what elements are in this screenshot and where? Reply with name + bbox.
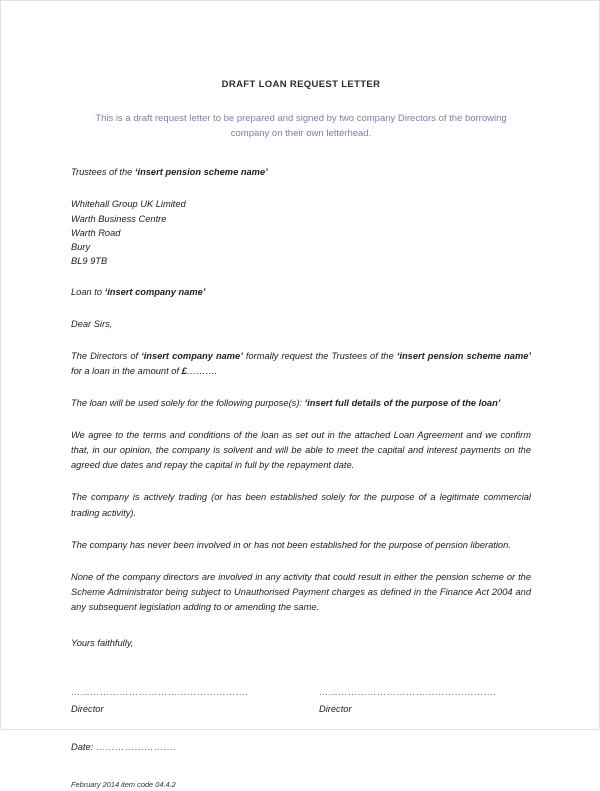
signature-row bbox=[71, 687, 531, 755]
paragraph-directors: None of the company directors are involved in any activity that could result in either the pension scheme or the Scheme Administrator being subject to Unauthorised Payment charges as defined in the Finance Act 2004 and any subsequent legislation adding to or amending the same. bbox=[71, 571, 531, 612]
paragraph-liberation: The company has never been involved in or has not been established for the purpose of pension liberation. bbox=[71, 539, 511, 550]
request-text-3: for a loan in the amount of bbox=[71, 366, 182, 377]
address-block bbox=[71, 197, 531, 268]
document-body bbox=[71, 165, 531, 791]
address-line: Warth Road bbox=[71, 227, 121, 238]
trustees-line bbox=[71, 165, 531, 180]
request-text-2: formally request the Trustees of the bbox=[242, 351, 397, 362]
document-sheet bbox=[71, 1, 531, 791]
footer-item-code: February 2014 item code 04.4.2 bbox=[71, 780, 176, 790]
paragraph-agreement: We agree to the terms and conditions of the loan as set out in the attached Loan Agreement and we confirm that, in our opinion, the company is solvent and will be able to meet the capital and interest payments on the agreed due dates and repay the capital in full by the repayment date. bbox=[71, 430, 531, 471]
signature-column-right bbox=[301, 687, 531, 755]
spacer bbox=[71, 473, 531, 490]
paragraph-request bbox=[71, 349, 531, 379]
date-label: Date: bbox=[71, 742, 96, 753]
paragraph-trading: The company is actively trading (or has been established solely for the purpose of a legitimate commercial trading activity). bbox=[71, 492, 531, 518]
purpose-text: The loan will be used solely for the following purpose(s): bbox=[71, 398, 305, 409]
date-dots: ……………………. bbox=[95, 742, 177, 753]
address-line: Bury bbox=[71, 241, 91, 252]
request-text-1: The Directors of bbox=[71, 351, 142, 362]
spacer bbox=[71, 180, 531, 197]
company-name-placeholder: ‘insert company name’ bbox=[104, 287, 206, 298]
spacer bbox=[71, 521, 531, 538]
loan-amount-placeholder: £ bbox=[181, 366, 187, 377]
spacer bbox=[71, 268, 531, 285]
salutation: Dear Sirs, bbox=[71, 319, 113, 330]
signature-column-left bbox=[71, 687, 301, 755]
address-line: BL9 9TB bbox=[71, 255, 108, 266]
paragraph-purpose bbox=[71, 396, 531, 411]
page-title: DRAFT LOAN REQUEST LETTER bbox=[221, 79, 381, 90]
spacer bbox=[71, 411, 531, 428]
loan-purpose-placeholder: ‘insert full details of the purpose of the loan’ bbox=[304, 398, 501, 409]
spacer bbox=[71, 332, 531, 349]
spacer bbox=[71, 615, 531, 636]
subject-line bbox=[71, 285, 531, 300]
signature-line-right[interactable]: ………………………………………………. bbox=[319, 686, 497, 697]
document-instruction-note: This is a draft request letter to be prepared and signed by two company Directors of the borrowing company on their own letterhead. bbox=[95, 113, 507, 139]
address-line: Whitehall Group UK Limited bbox=[71, 199, 186, 210]
address-line: Warth Business Centre bbox=[71, 213, 167, 224]
signature-line-left[interactable]: ………………………………………………. bbox=[71, 686, 249, 697]
signature-label-right: Director bbox=[319, 704, 352, 715]
trustees-prefix: Trustees of the bbox=[71, 167, 135, 178]
pension-scheme-placeholder: ‘insert pension scheme name’ bbox=[134, 167, 268, 178]
subject-prefix: Loan to bbox=[71, 287, 105, 298]
spacer bbox=[71, 379, 531, 396]
company-name-placeholder: ‘insert company name’ bbox=[141, 351, 243, 362]
pension-scheme-placeholder: ‘insert pension scheme name’ bbox=[396, 351, 532, 362]
signature-label-left: Director bbox=[71, 704, 104, 715]
closing-salutation: Yours faithfully, bbox=[71, 637, 134, 648]
loan-amount-dots: ………. bbox=[186, 366, 218, 377]
date-field[interactable] bbox=[71, 740, 301, 755]
spacer bbox=[71, 553, 531, 570]
spacer bbox=[71, 300, 531, 317]
